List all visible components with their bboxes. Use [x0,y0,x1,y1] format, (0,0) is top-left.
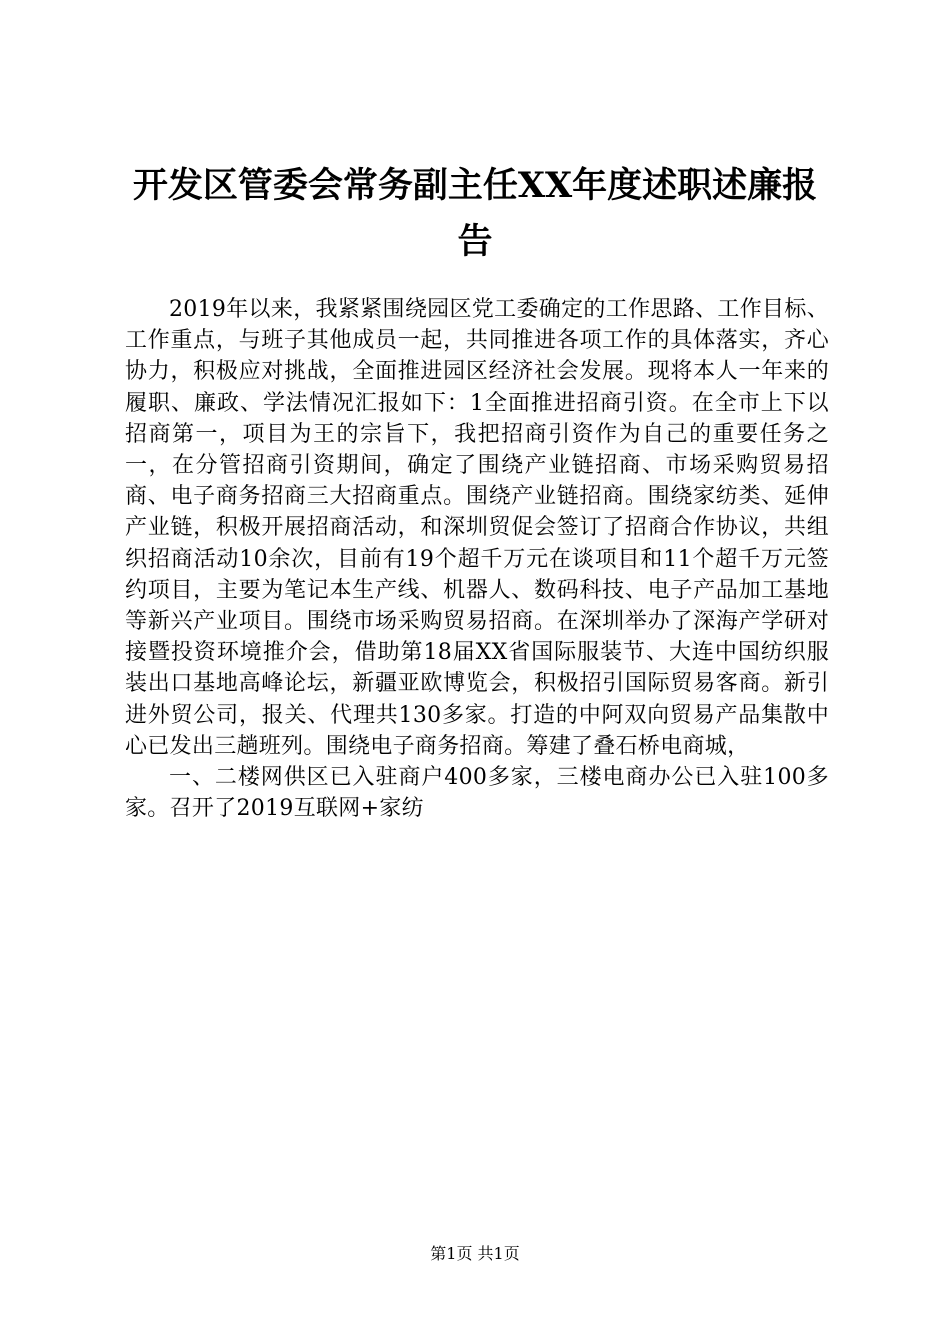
body-paragraph-1: 2019年以来，我紧紧围绕园区党工委确定的工作思路、工作目标、工作重点，与班子其他成员一起，共同推进各项工作的具体落实，齐心协力，积极应对挑战，全面推进园区经济社会发展。现将本人一年来的履职、廉政、学法情况汇报如下：1全面推进招商引资。在全市上下以招商第一，项目为王的宗旨下，我把招商引资作为自己的重要任务之一，在分管招商引资期间，确定了围绕产业链招商、市场采购贸易招商、电子商务招商三大招商重点。围绕产业链招商。围绕家纺类、延伸产业链，积极开展招商活动，和深圳贸促会签订了招商合作协议，共组织招商活动10余次，目前有19个超千万元在谈项目和11个超千万元签约项目，主要为笔记本生产线、机器人、数码科技、电子产品加工基地等新兴产业项目。围绕市场采购贸易招商。在深圳举办了深海产学研对接暨投资环境推介会，借助第18届XX省国际服装节、大连中国纺织服装出口基地高峰论坛，新疆亚欧博览会，积极招引国际贸易客商。新引进外贸公司，报关、代理共130多家。打造的中阿双向贸易产品集散中心已发出三趟班列。围绕电子商务招商。筹建了叠石桥电商城， [125,297,829,759]
body-paragraph-2: 一、二楼网供区已入驻商户400多家，三楼电商办公已入驻100多家。召开了2019互联网+家纺 [125,765,829,822]
document-title: 开发区管委会常务副主任XX年度述职述廉报告 [132,165,818,262]
page-footer: 第1页 共1页 [430,1244,520,1263]
document-body [125,294,829,824]
